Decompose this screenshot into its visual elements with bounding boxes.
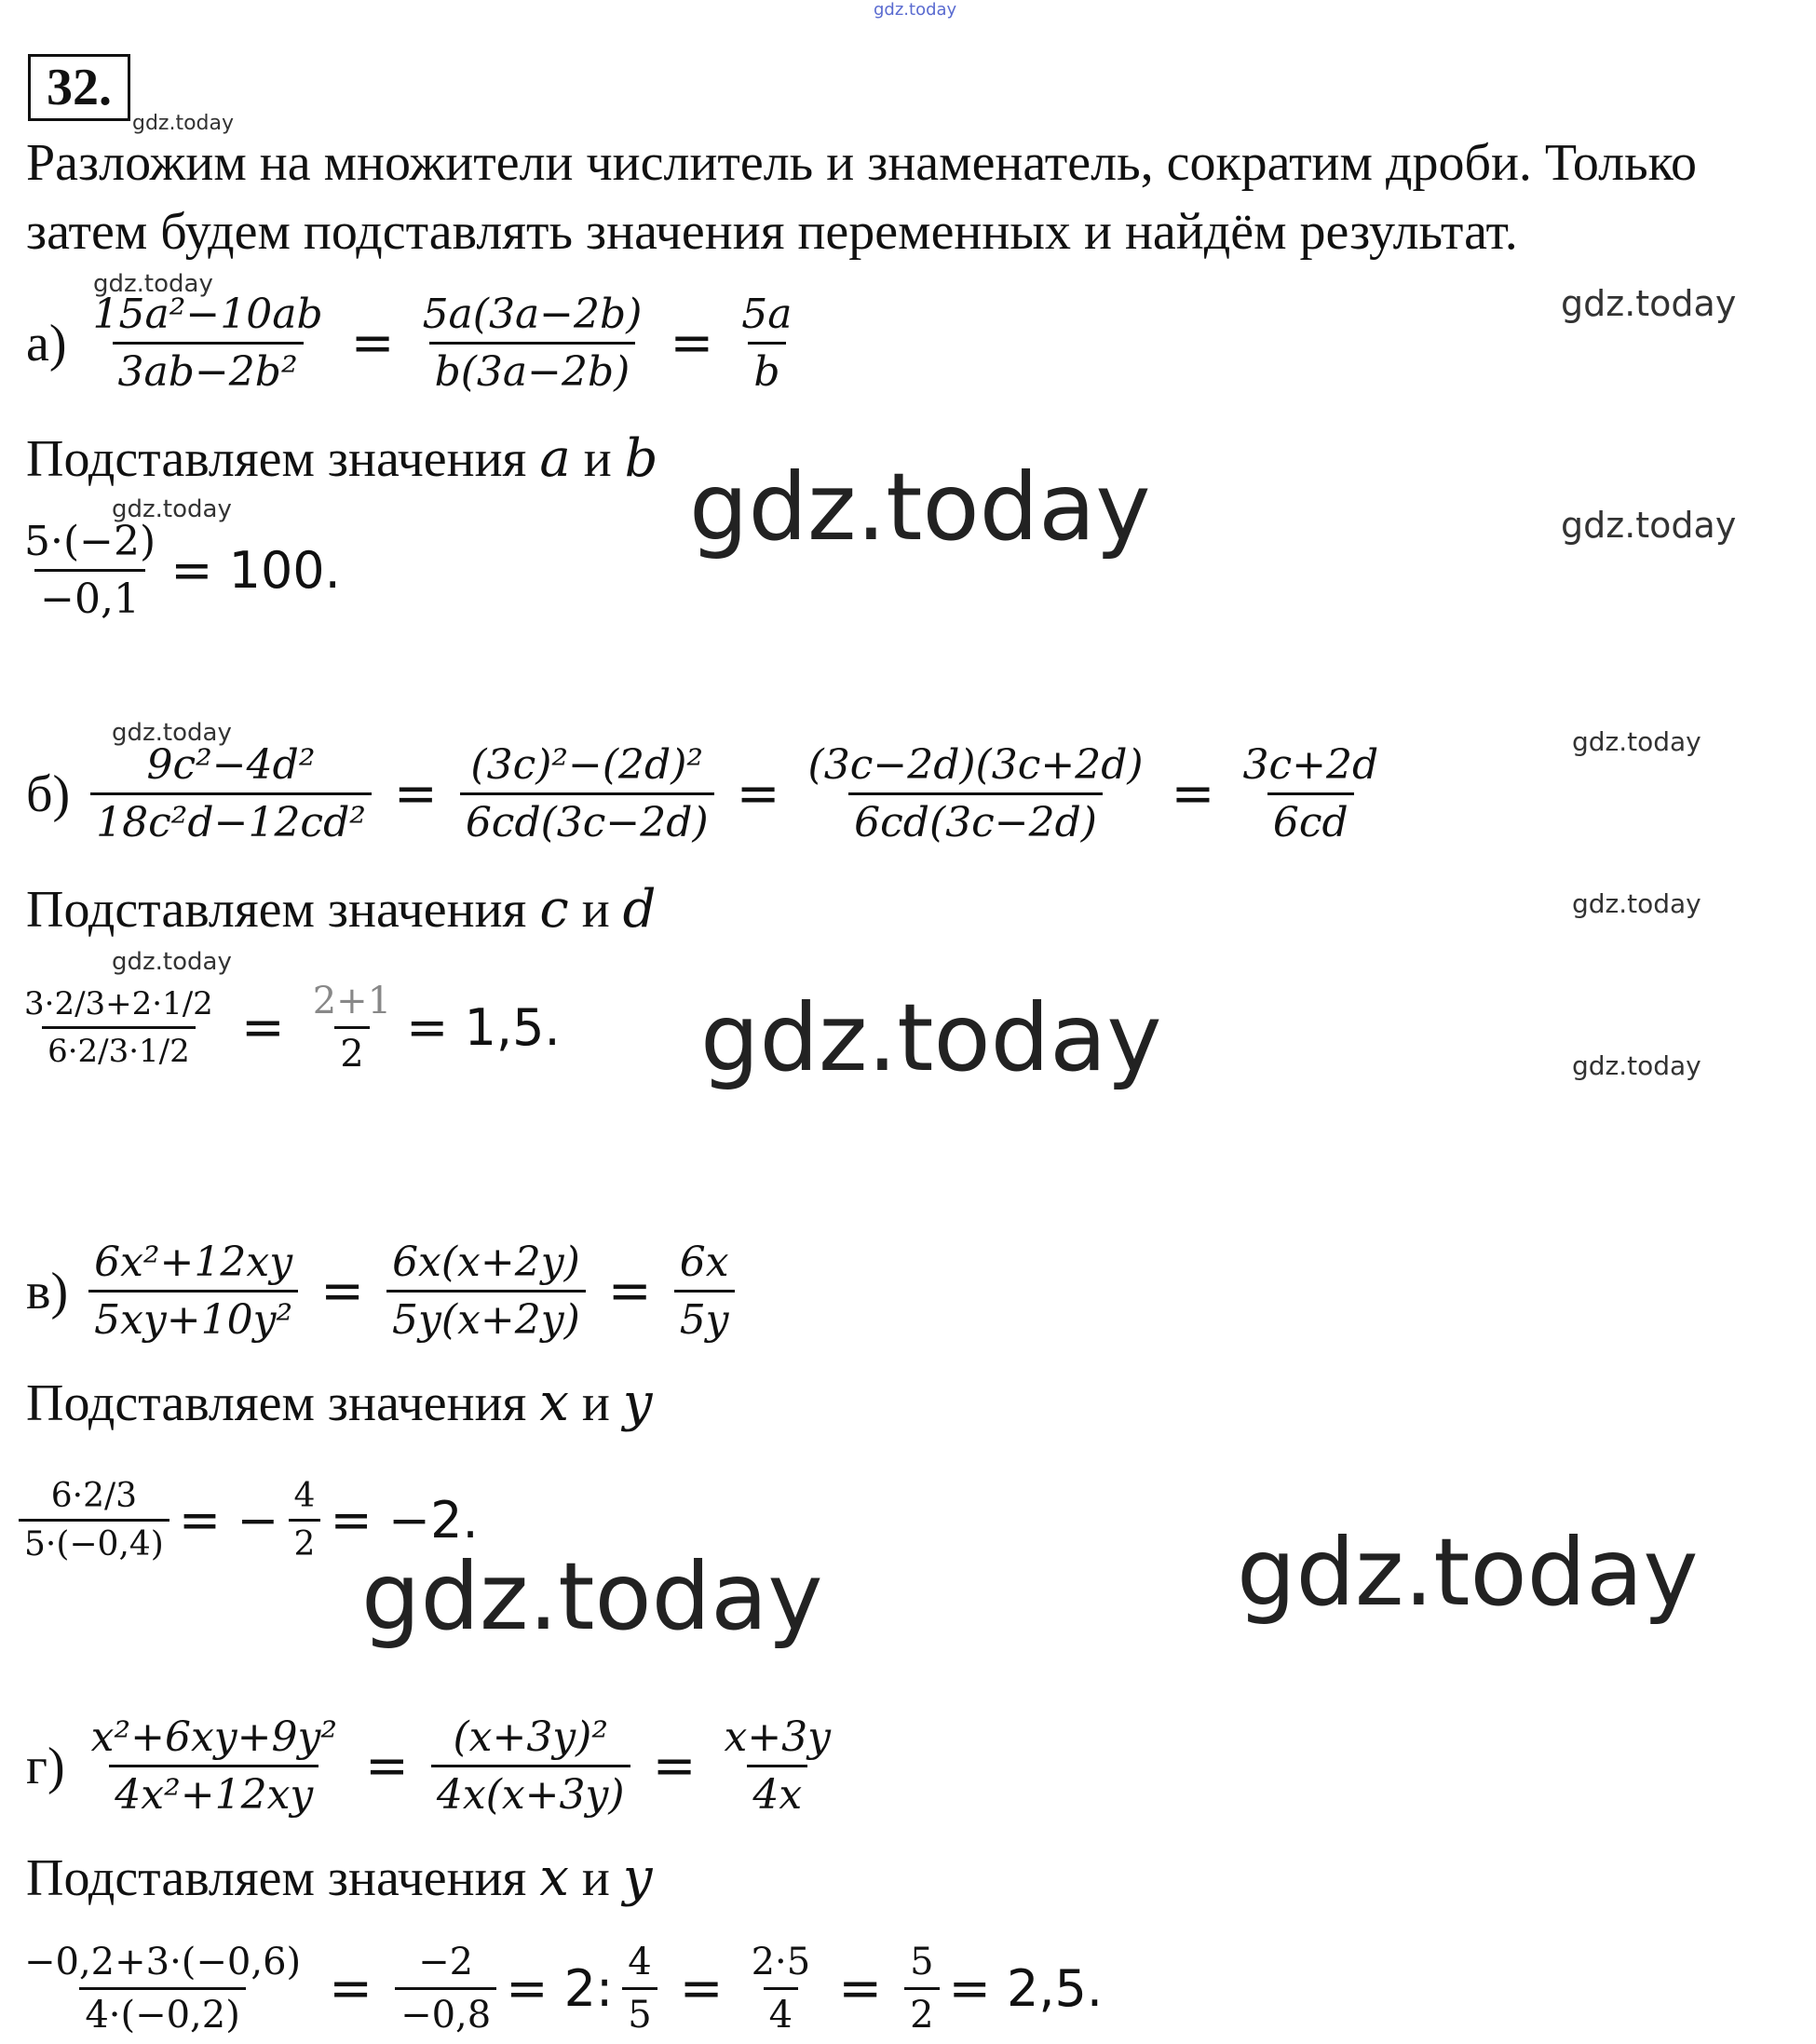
watermark-large: gdz.today — [700, 983, 1162, 1092]
numerator: 3·2/3+2·1/2 — [24, 985, 213, 1022]
numerator: 4 — [628, 1941, 652, 1983]
fraction — [1237, 741, 1384, 846]
variable: y — [622, 1373, 653, 1433]
fraction — [289, 1477, 321, 1563]
result: = 1,5. — [406, 998, 561, 1057]
fraction — [622, 1941, 657, 2037]
denominator: 6·2/3·1/2 — [42, 1026, 196, 1070]
subst-text: Подставляем значения — [26, 430, 527, 488]
part-g-equation: г) $\frac{\text{x²+6xy+9y²}}{\text{4x²+12xy}}$ = $\frac{\text{(x+3y)²}}{4x(x+3y)}$ = $\frac{x+3y}{4x}$ — [26, 1713, 846, 1819]
variable: a — [539, 428, 571, 489]
denominator: 6cd — [1267, 792, 1354, 846]
variable: x — [539, 1848, 569, 1908]
numerator: 6x(x+2y) — [392, 1239, 580, 1286]
fraction — [19, 985, 219, 1070]
denominator: 4x — [747, 1765, 807, 1819]
denominator: 4x(x+3y) — [431, 1765, 630, 1819]
watermark: gdz.today — [132, 112, 235, 135]
fraction — [307, 980, 397, 1076]
fraction — [460, 741, 714, 846]
numerator: −2 — [418, 1941, 474, 1983]
result: = 100. — [170, 541, 341, 600]
denominator: 3ab−2b² — [113, 342, 304, 396]
numerator: 2·5 — [751, 1941, 811, 1983]
fraction — [90, 741, 372, 846]
watermark-top: gdz.today — [874, 0, 957, 20]
watermark: gdz.today — [1572, 1050, 1701, 1081]
part-label: г) — [26, 1737, 65, 1795]
watermark: gdz.today — [1572, 726, 1701, 757]
watermark: gdz.today — [112, 495, 232, 523]
numerator: (3c−2d)(3c+2d) — [807, 741, 1144, 789]
task-number: 32. — [28, 54, 130, 121]
numerator: 6x — [679, 1239, 729, 1286]
denominator: 4·(−0,2) — [79, 1987, 246, 2037]
numerator: x+3y — [724, 1713, 832, 1761]
watermark: gdz.today — [112, 719, 232, 747]
denominator: 5xy+10y² — [88, 1290, 298, 1344]
numerator: 6·2/3 — [50, 1477, 138, 1515]
denominator: 5·(−0,4) — [19, 1519, 169, 1563]
part-v-subst — [26, 1371, 653, 1436]
conjunction: и — [581, 1849, 610, 1907]
fraction — [746, 1941, 817, 2037]
denominator: −0,8 — [395, 1987, 496, 2037]
denominator: b — [748, 342, 785, 396]
numerator: 3c+2d — [1242, 741, 1379, 789]
numerator: 5a — [741, 291, 793, 338]
conjunction: и — [583, 430, 612, 488]
part-b-equation: б) $\frac{\text{9c²−4d²}}{\text{18c²d−12cd²}}$ = $\frac{\text{(3c)²−(2d)²}}{6cd(3c-2d)}$ = $\frac{(3c-2d)(3c+2d)}{6cd(3c-2d)}$ = $\frac{3c+2d}{6cd}$ — [26, 741, 1393, 846]
fraction — [904, 1941, 939, 2037]
conjunction: и — [581, 1374, 610, 1432]
part-g-calc: $\frac{-0,2+3\cdot(-0,6)}{4\cdot(-0,2)}$ = $\frac{-2}{-0,8}$ = 2: $\frac{4}{5}$ = $\frac{2\cdot 5}{4}$ = $\frac{5}{2}$ = 2,5. — [19, 1941, 1103, 2037]
fraction — [19, 1941, 306, 2037]
denominator: 18c²d−12cd² — [90, 792, 372, 846]
result: = −2. — [330, 1491, 479, 1550]
numerator: (3c)²−(2d)² — [470, 741, 704, 789]
fraction — [386, 1239, 586, 1344]
watermark: gdz.today — [93, 270, 213, 298]
numerator: 4 — [293, 1477, 316, 1515]
fraction — [88, 1239, 298, 1344]
numerator: −0,2+3·(−0,6) — [24, 1941, 302, 1983]
result: = 2,5. — [948, 1959, 1104, 2018]
numerator: 5·(−2) — [24, 518, 156, 565]
variable: y — [622, 1848, 653, 1908]
variable: d — [622, 879, 657, 940]
part-v-equation: в) $\frac{\text{6x²+12xy}}{\text{5xy+10y²}}$ = $\frac{6x(x+2y)}{5y(x+2y)}$ = $\frac{6x}{5y}$ — [26, 1239, 744, 1344]
denominator: 2 — [904, 1987, 939, 2037]
numerator: 9c²−4d² — [146, 741, 316, 789]
denominator: −0,1 — [34, 569, 145, 623]
denominator: 5 — [622, 1987, 657, 2037]
watermark-large: gdz.today — [689, 453, 1151, 562]
variable: x — [539, 1373, 569, 1433]
denominator: 4x²+12xy — [109, 1765, 318, 1819]
denominator: 5y — [674, 1290, 735, 1344]
fraction — [19, 518, 161, 623]
denominator: 2 — [289, 1519, 321, 1563]
fraction — [719, 1713, 837, 1819]
part-v-calc — [19, 1477, 479, 1563]
numerator: 5a(3a−2b) — [422, 291, 643, 338]
operator: = 2: — [506, 1959, 614, 2018]
part-label: в) — [26, 1262, 69, 1320]
variable: c — [539, 879, 569, 940]
fraction — [803, 741, 1149, 846]
watermark-large: gdz.today — [1237, 1518, 1699, 1627]
denominator: 4 — [764, 1987, 798, 2037]
numerator: 5 — [910, 1941, 934, 1983]
part-g-subst — [26, 1846, 653, 1911]
fraction — [674, 1239, 735, 1344]
numerator: (x+3y)² — [453, 1713, 608, 1761]
operator: = − — [178, 1491, 279, 1550]
conjunction: и — [581, 881, 610, 939]
part-b-calc: $\frac{3\cdot 2/3+2\cdot 1/2}{6\cdot 2/3\cdot 1/2}$ = $\frac{2+1}{2}$ = 1,5. — [19, 980, 561, 1076]
numerator: x²+6xy+9y² — [90, 1713, 337, 1761]
watermark: gdz.today — [1561, 505, 1737, 546]
fraction — [19, 1477, 169, 1563]
intro-line-2: затем будем подставлять значения переменных и найдём результат. — [26, 203, 1518, 261]
watermark: gdz.today — [112, 948, 232, 976]
denominator: 5y(x+2y) — [386, 1290, 586, 1344]
numerator: 6x²+12xy — [94, 1239, 293, 1286]
fraction — [395, 1941, 496, 2037]
denominator: 6cd(3c−2d) — [460, 792, 714, 846]
fraction — [86, 1713, 343, 1819]
part-a-subst — [26, 426, 658, 492]
denominator: b(3a−2b) — [429, 342, 636, 396]
subst-text: Подставляем значения — [26, 881, 527, 939]
part-a-calc — [19, 518, 341, 623]
intro-line-1: Разложим на множители числитель и знаменатель, сократим дроби. Только — [26, 134, 1698, 192]
denominator: 2 — [334, 1026, 369, 1076]
part-b-subst — [26, 877, 657, 942]
watermark: gdz.today — [1561, 283, 1737, 324]
watermark: gdz.today — [1572, 888, 1701, 919]
part-label: а) — [26, 314, 67, 372]
watermark-large: gdz.today — [361, 1542, 823, 1651]
denominator: 6cd(3c−2d) — [848, 792, 1103, 846]
numerator: 15a²−10ab — [92, 291, 323, 338]
fraction — [417, 291, 648, 396]
numerator: 2+1 — [312, 980, 392, 1022]
subst-text: Подставляем значения — [26, 1849, 527, 1907]
variable: b — [624, 428, 658, 489]
part-a-equation: а) $\frac{\text{15a²−10ab}}{\text{3ab−2b²}}$ = $\frac{5a(3a-2b)}{b(3a-2b)}$ = $\frac{5a}{b}$ — [26, 291, 807, 396]
subst-text: Подставляем значения — [26, 1374, 527, 1432]
fraction — [88, 291, 329, 396]
part-label: б) — [26, 765, 71, 823]
fraction — [431, 1713, 630, 1819]
fraction — [736, 291, 797, 396]
